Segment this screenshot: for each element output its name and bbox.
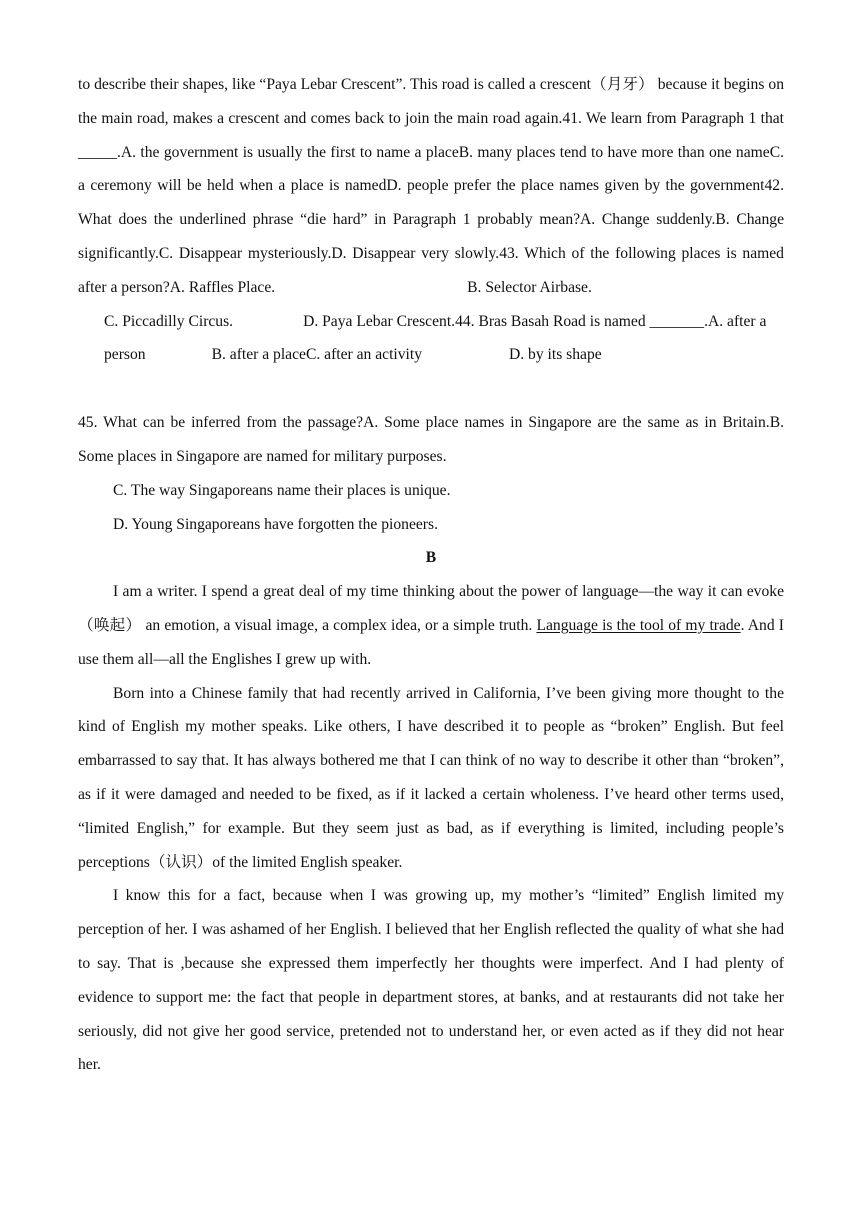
passage-a-lead: to describe their shapes, like “Paya Lebar Crescent”. This road is called a crescent（月牙） because it begins on the main road, makes a crescent and comes back to join the main road again. — [78, 76, 784, 127]
question-44-option-d: D. by its shape — [509, 346, 602, 364]
question-42: 42. What does the underlined phrase “die hard” in Paragraph 1 probably mean?A. Change suddenly.B. Change significantly.C. Disappear mysteriously.D. Disappear very slowly. — [78, 177, 784, 262]
paragraph-1-end: . And I use them all—all the Englishes I grew up with. — [78, 616, 784, 668]
question-43-option-c: C. Piccadilly Circus. — [104, 312, 234, 330]
passage-a-text — [78, 68, 784, 305]
passage-b-paragraph-1 — [78, 575, 784, 676]
section-heading-b: B — [425, 549, 437, 567]
blank-line — [78, 372, 784, 406]
document-page — [78, 68, 784, 1082]
question-43-option-b: B. Selector Airbase. — [467, 278, 592, 296]
paragraph-1-start: I am a writer. I spend a great deal of my time thinking about the power of language—the way it can evoke（唤起） an emotion, a visual image, a complex idea, or a simple truth. — [78, 583, 784, 634]
passage-b-paragraph-3: I know this for a fact, because when I was growing up, my mother’s “limited” English limited my perception of her. I was ashamed of her English. I believed that her English reflected the quality of what she had to say. That is ,because she expressed them imperfectly her thoughts were imperfect. And I had plenty of evidence to support me: the fact that people in department stores, at banks, and at restaurants did not take her seriously, did not give her good service, pretended not to understand her, or even acted as if they did not hear her. — [78, 887, 784, 1074]
question-44-stem: 44. Bras Basah Road is named _______.A. after a person — [104, 312, 767, 364]
question-45-option-d: D. Young Singaporeans have forgotten the pioneers. — [113, 515, 438, 533]
question-45-stem: 45. What can be inferred from the passage?A. Some place names in Singapore are the same as in Britain.B. Some places in Singapore are named for military purposes. — [78, 414, 784, 465]
underlined-sentence: Language is the tool of my trade — [536, 616, 741, 634]
question-44-option-b: B. after a place — [211, 346, 306, 364]
question-44-option-c: C. after an activity — [305, 346, 422, 364]
question-45-option-c: C. The way Singaporeans name their places is unique. — [113, 481, 451, 499]
question-41: 41. We learn from Paragraph 1 that _____.A. the government is usually the first to name a placeB. many places tend to have more than one nameC. a ceremony will be held when a place is namedD. people prefer the place names given by the government — [78, 109, 784, 195]
question-43-stem: 43. Which of the following places is named after a person?A. Raffles Place. — [78, 244, 784, 296]
passage-b-paragraph-2: Born into a Chinese family that had recently arrived in California, I’ve been giving more thought to the kind of English my mother speaks. Like others, I have described it to people as “broken” English. But feel embarrassed to say that. It has always bothered me that I can think of no way to describe it other than “broken”, as if it were damaged and needed to be fixed, as if it lacked a certain wholeness. I’ve heard other terms used, “limited English,” for example. But they seem just as bad, as if everything is limited, including people’s perceptions（认识）of the limited English speaker. — [78, 684, 784, 871]
question-43-option-d: D. Paya Lebar Crescent. — [303, 312, 456, 330]
question-43-44-line — [78, 305, 784, 373]
